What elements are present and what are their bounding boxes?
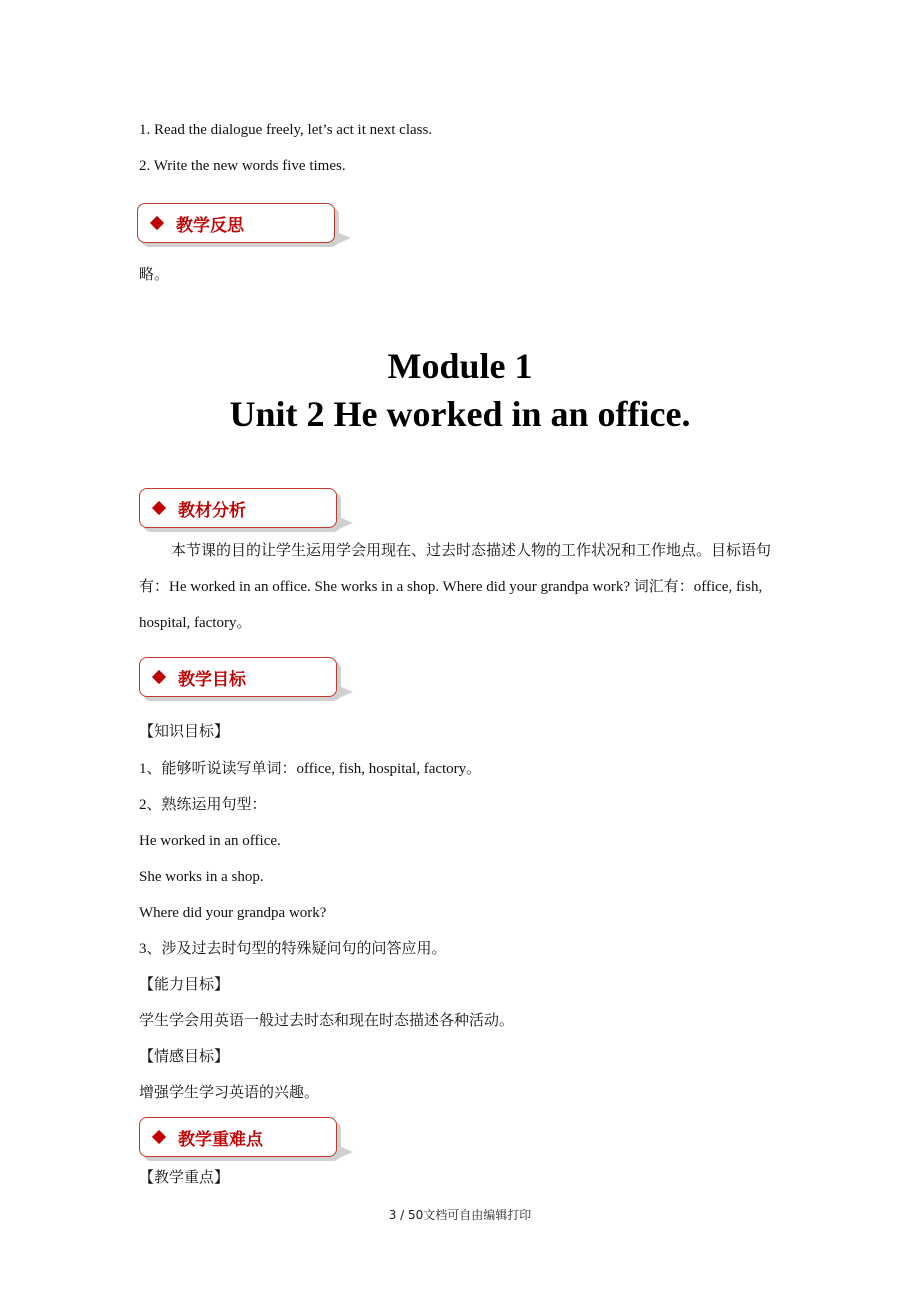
section-heading-label: 教学反思 [176, 215, 244, 236]
knowledge-item-1: 1、能够听说读写单词：office, fish, hospital, factory。 [139, 761, 482, 777]
sentence-pattern-3: Where did your grandpa work? [139, 905, 327, 921]
knowledge-item-2: 2、熟练运用句型： [139, 797, 267, 813]
ability-heading: 【能力目标】 [139, 977, 230, 993]
homework-item-1: 1. Read the dialogue freely, let’s act it next class. [139, 122, 433, 138]
heading-tail-decoration [339, 517, 353, 529]
section-heading-objectives [139, 657, 337, 697]
analysis-text: 本节课的目的让学生运用学会用现在、过去时态描述人物的工作状况和工作地点。目标语句有：He worked in an office. She works in a shop. Where did your grandpa work? 词汇有：office, fish, hospital, factory。 [139, 543, 772, 631]
emotion-text: 增强学生学习英语的兴趣。 [139, 1085, 320, 1101]
ability-text: 学生学会用英语一般过去时态和现在时态描述各种活动。 [139, 1013, 515, 1029]
heading-tail-decoration [339, 686, 353, 698]
heading-tail-decoration [337, 232, 351, 244]
key-points-heading: 【教学重点】 [139, 1170, 230, 1186]
reflection-text: 略。 [139, 267, 170, 283]
section-heading-analysis [139, 488, 337, 528]
section-heading-label: 教材分析 [178, 500, 246, 521]
page-footer: 3 / 50文档可自由编辑打印 [388, 1208, 532, 1222]
heading-tail-decoration [339, 1146, 353, 1158]
diamond-bullet-icon [152, 501, 166, 515]
section-heading-reflection [137, 203, 335, 243]
homework-item-2: 2. Write the new words five times. [139, 158, 346, 174]
section-heading-label: 教学重难点 [178, 1129, 263, 1150]
analysis-paragraph [139, 533, 789, 641]
section-heading-label: 教学目标 [178, 669, 246, 690]
diamond-bullet-icon [152, 670, 166, 684]
sentence-pattern-2: She works in a shop. [139, 869, 264, 885]
diamond-bullet-icon [152, 1130, 166, 1144]
sentence-pattern-1: He worked in an office. [139, 833, 281, 849]
unit-title: Unit 2 He worked in an office. [229, 394, 691, 434]
section-heading-key-points [139, 1117, 337, 1157]
emotion-heading: 【情感目标】 [139, 1049, 230, 1065]
diamond-bullet-icon [150, 216, 164, 230]
knowledge-item-3: 3、涉及过去时句型的特殊疑问句的问答应用。 [139, 941, 447, 957]
module-title: Module 1 [387, 346, 533, 386]
knowledge-heading: 【知识目标】 [139, 724, 230, 740]
